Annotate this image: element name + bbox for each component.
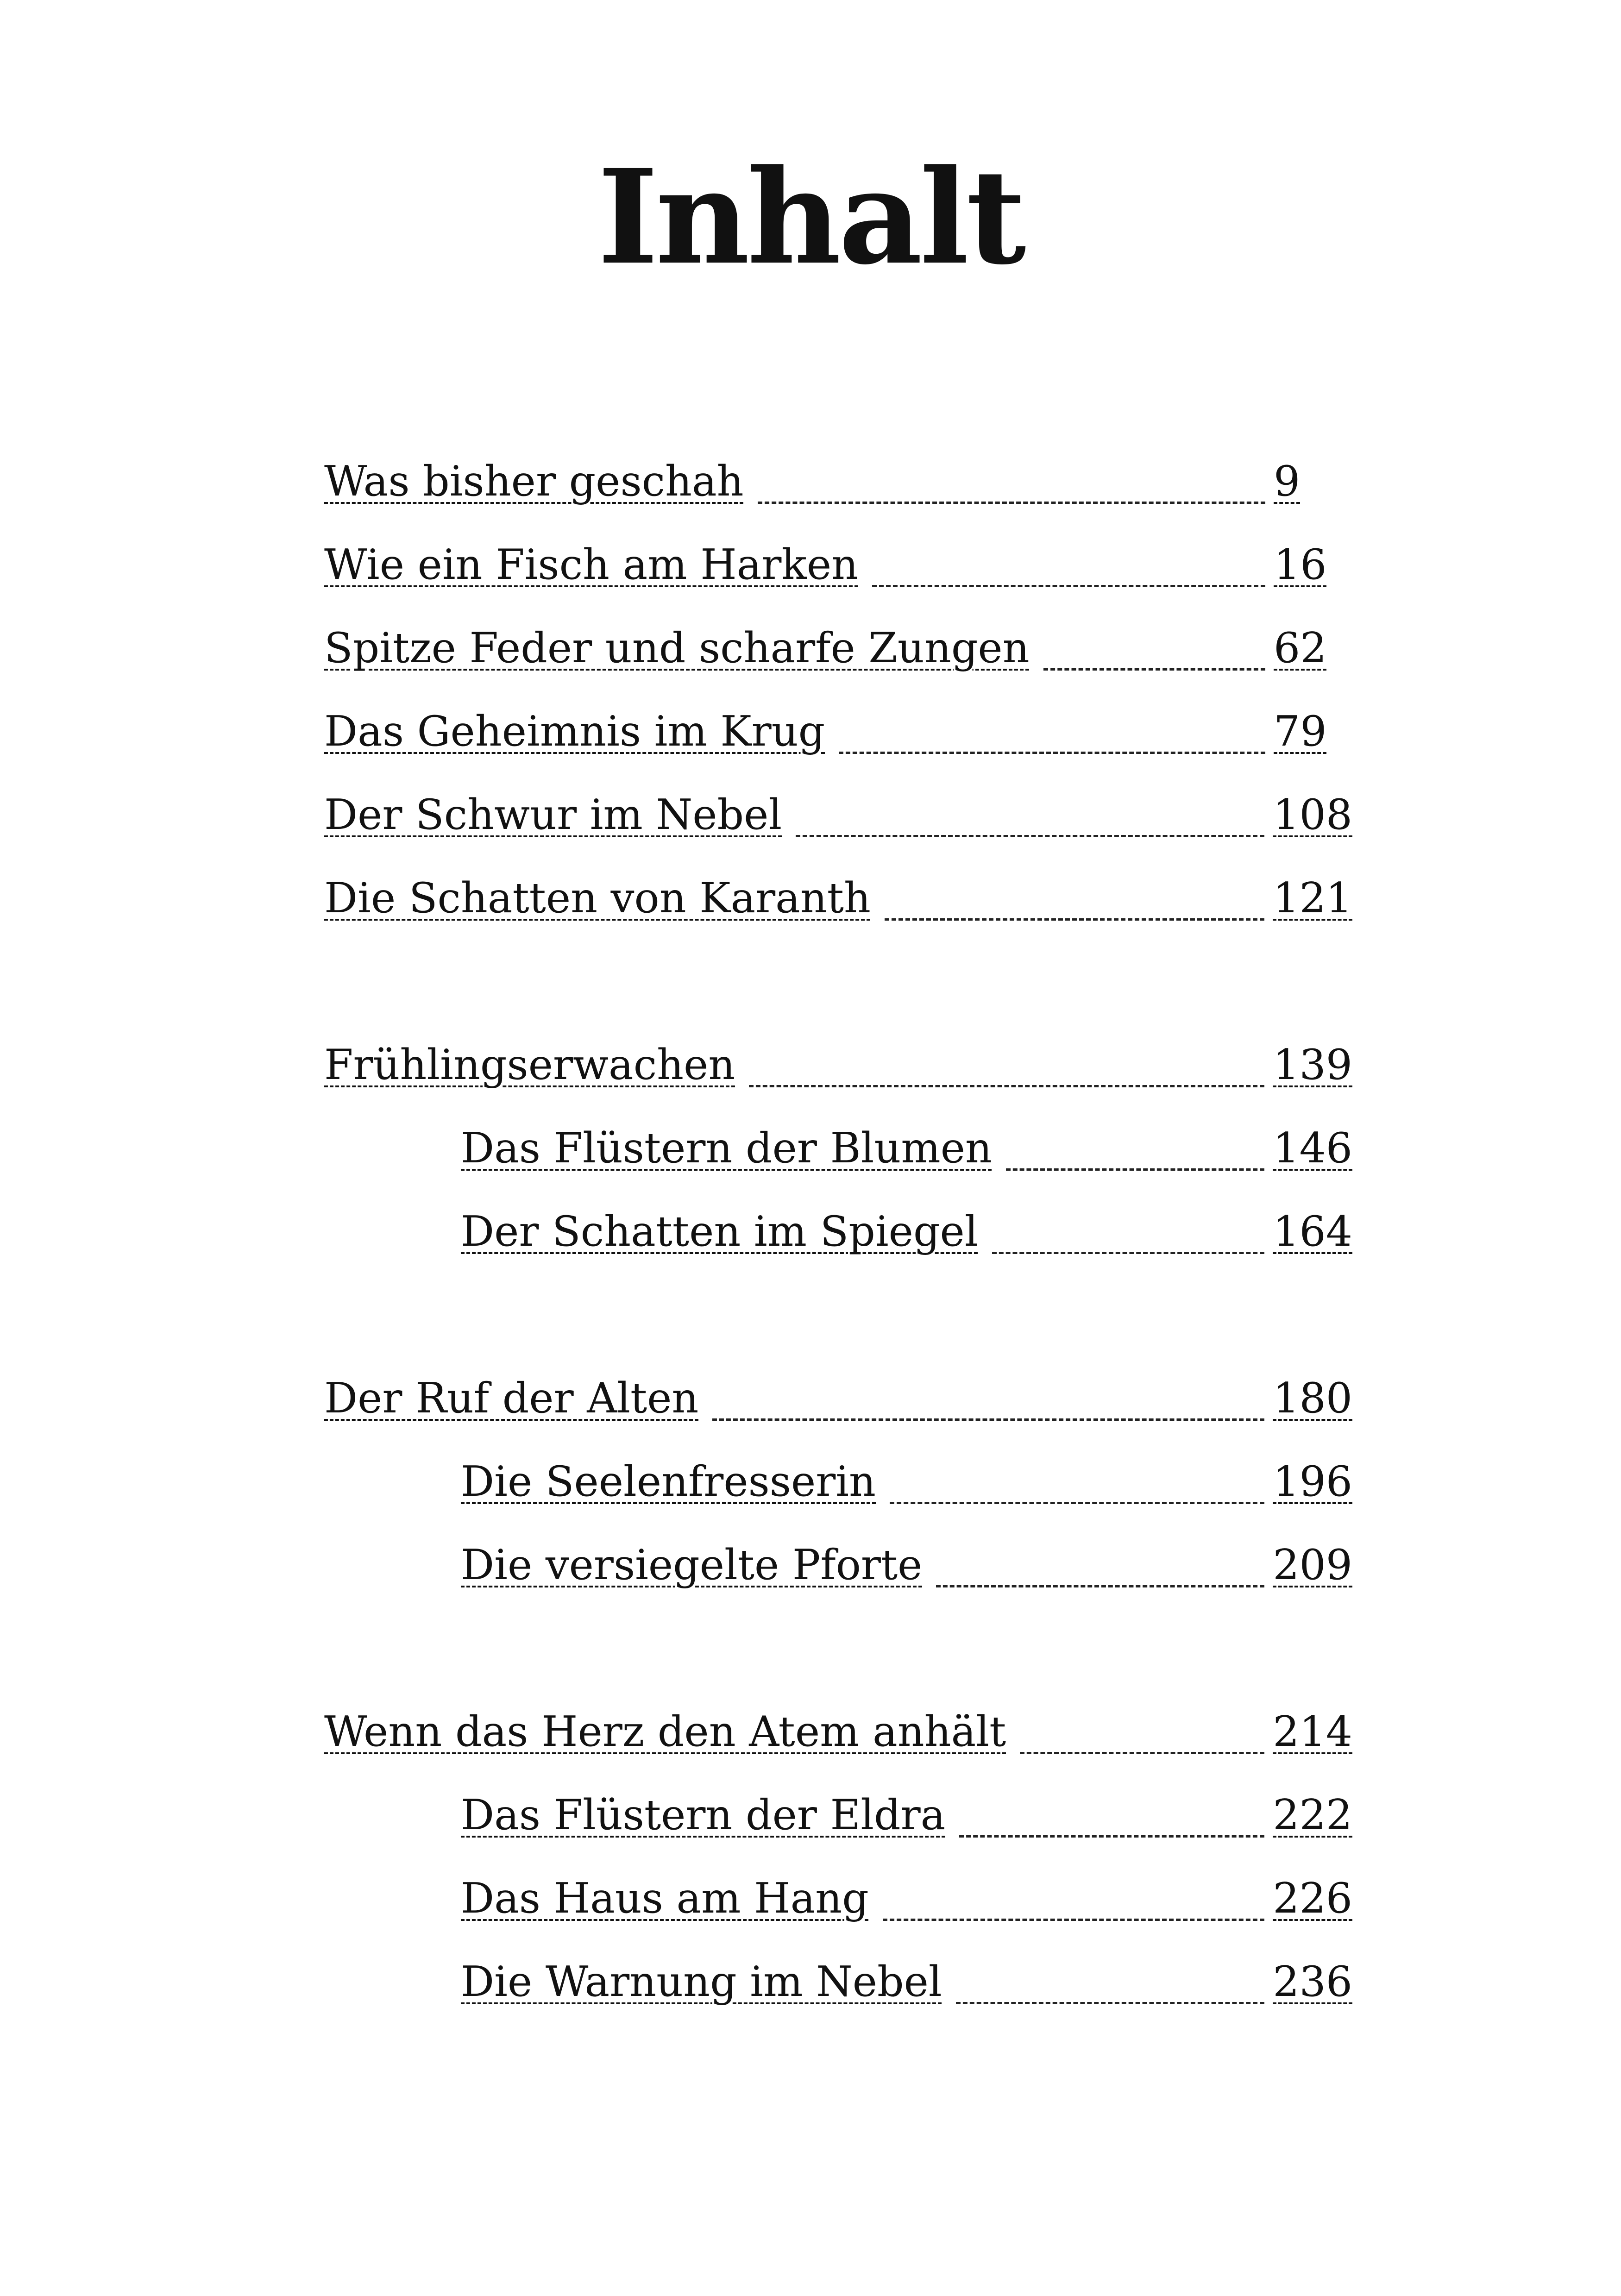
toc-entry[interactable] — [324, 843, 1352, 926]
toc-group-4 — [324, 1676, 1352, 2010]
toc-entry-title: Der Schatten im Spiegel — [461, 1207, 978, 1256]
toc-subentry[interactable] — [324, 1843, 1352, 1926]
toc-group-2 — [324, 1010, 1352, 1260]
toc-entry-page: 146 — [1273, 1124, 1352, 1173]
page-title: Inhalt — [597, 141, 1024, 294]
dot-leader — [872, 585, 1265, 587]
toc-entry-page: 121 — [1273, 874, 1352, 922]
toc-entry-page: 236 — [1273, 1957, 1352, 2006]
toc-entry-title: Die Warnung im Nebel — [461, 1957, 942, 2006]
toc-entry-page: 209 — [1273, 1541, 1352, 1589]
toc-entry-page: 139 — [1273, 1041, 1352, 1089]
toc-group-1 — [324, 426, 1352, 926]
toc-subentry[interactable] — [324, 1093, 1352, 1176]
toc-entry-page: 16 — [1274, 540, 1327, 589]
dot-leader — [1043, 668, 1265, 671]
toc-entry[interactable] — [324, 509, 1352, 593]
toc-entry-title: Die Seelenfresserin — [461, 1457, 876, 1506]
dot-leader — [890, 1502, 1264, 1504]
toc-entry-title: Der Schwur im Nebel — [324, 790, 782, 839]
dot-leader — [885, 918, 1264, 921]
toc-subentry[interactable] — [324, 1426, 1352, 1510]
toc-entry-title: Wenn das Herz den Atem anhält — [324, 1707, 1006, 1756]
toc-entry-title: Was bisher geschah — [324, 457, 744, 506]
toc-entry-title: Spitze Feder und scharfe Zungen — [324, 624, 1030, 672]
toc-entry-page: 79 — [1274, 707, 1327, 756]
toc-subentry[interactable] — [324, 1760, 1352, 1843]
toc-entry-title: Wie ein Fisch am Harken — [324, 540, 859, 589]
toc-subentry[interactable] — [324, 1510, 1352, 1593]
dot-leader — [1006, 1168, 1264, 1171]
dot-leader — [712, 1418, 1264, 1421]
toc-entry-title: Frühlingserwachen — [324, 1041, 735, 1089]
toc-entry[interactable] — [324, 593, 1352, 676]
toc-entry-page: 62 — [1274, 624, 1327, 672]
toc-entry-page: 9 — [1274, 457, 1301, 506]
toc-entry-page: 222 — [1273, 1791, 1352, 1839]
toc-subentry[interactable] — [324, 1176, 1352, 1260]
toc-entry-page: 226 — [1273, 1874, 1352, 1923]
toc-entry-title: Das Haus am Hang — [461, 1874, 869, 1923]
table-of-contents — [324, 426, 1352, 2093]
dot-leader — [936, 1585, 1264, 1587]
dot-leader — [992, 1252, 1265, 1254]
toc-entry-title: Der Ruf der Alten — [324, 1374, 699, 1423]
toc-entry-page: 164 — [1273, 1207, 1352, 1256]
dot-leader — [749, 1085, 1264, 1087]
toc-entry-title: Das Flüstern der Eldra — [461, 1791, 946, 1839]
toc-entry[interactable] — [324, 1010, 1352, 1093]
toc-entry-title: Das Flüstern der Blumen — [461, 1124, 992, 1173]
toc-entry-title: Die Schatten von Karanth — [324, 874, 871, 922]
dot-leader — [883, 1919, 1264, 1921]
dot-leader — [959, 1835, 1264, 1838]
toc-subentry[interactable] — [324, 1926, 1352, 2010]
toc-entry[interactable] — [324, 1676, 1352, 1760]
toc-entry[interactable] — [324, 1343, 1352, 1426]
toc-entry-title: Das Geheimnis im Krug — [324, 707, 825, 756]
toc-group-3 — [324, 1343, 1352, 1593]
dot-leader — [839, 752, 1265, 754]
toc-entry[interactable] — [324, 759, 1352, 843]
toc-entry-page: 180 — [1273, 1374, 1352, 1423]
toc-entry-page: 214 — [1273, 1707, 1352, 1756]
toc-entry-page: 196 — [1273, 1457, 1352, 1506]
toc-entry-title: Die versiegelte Pforte — [461, 1541, 923, 1589]
toc-entry[interactable] — [324, 676, 1352, 759]
dot-leader — [796, 835, 1264, 837]
dot-leader — [1020, 1752, 1264, 1754]
toc-entry-page: 108 — [1273, 790, 1352, 839]
dot-leader — [956, 2002, 1265, 2004]
dot-leader — [758, 502, 1265, 504]
toc-entry[interactable] — [324, 426, 1352, 509]
